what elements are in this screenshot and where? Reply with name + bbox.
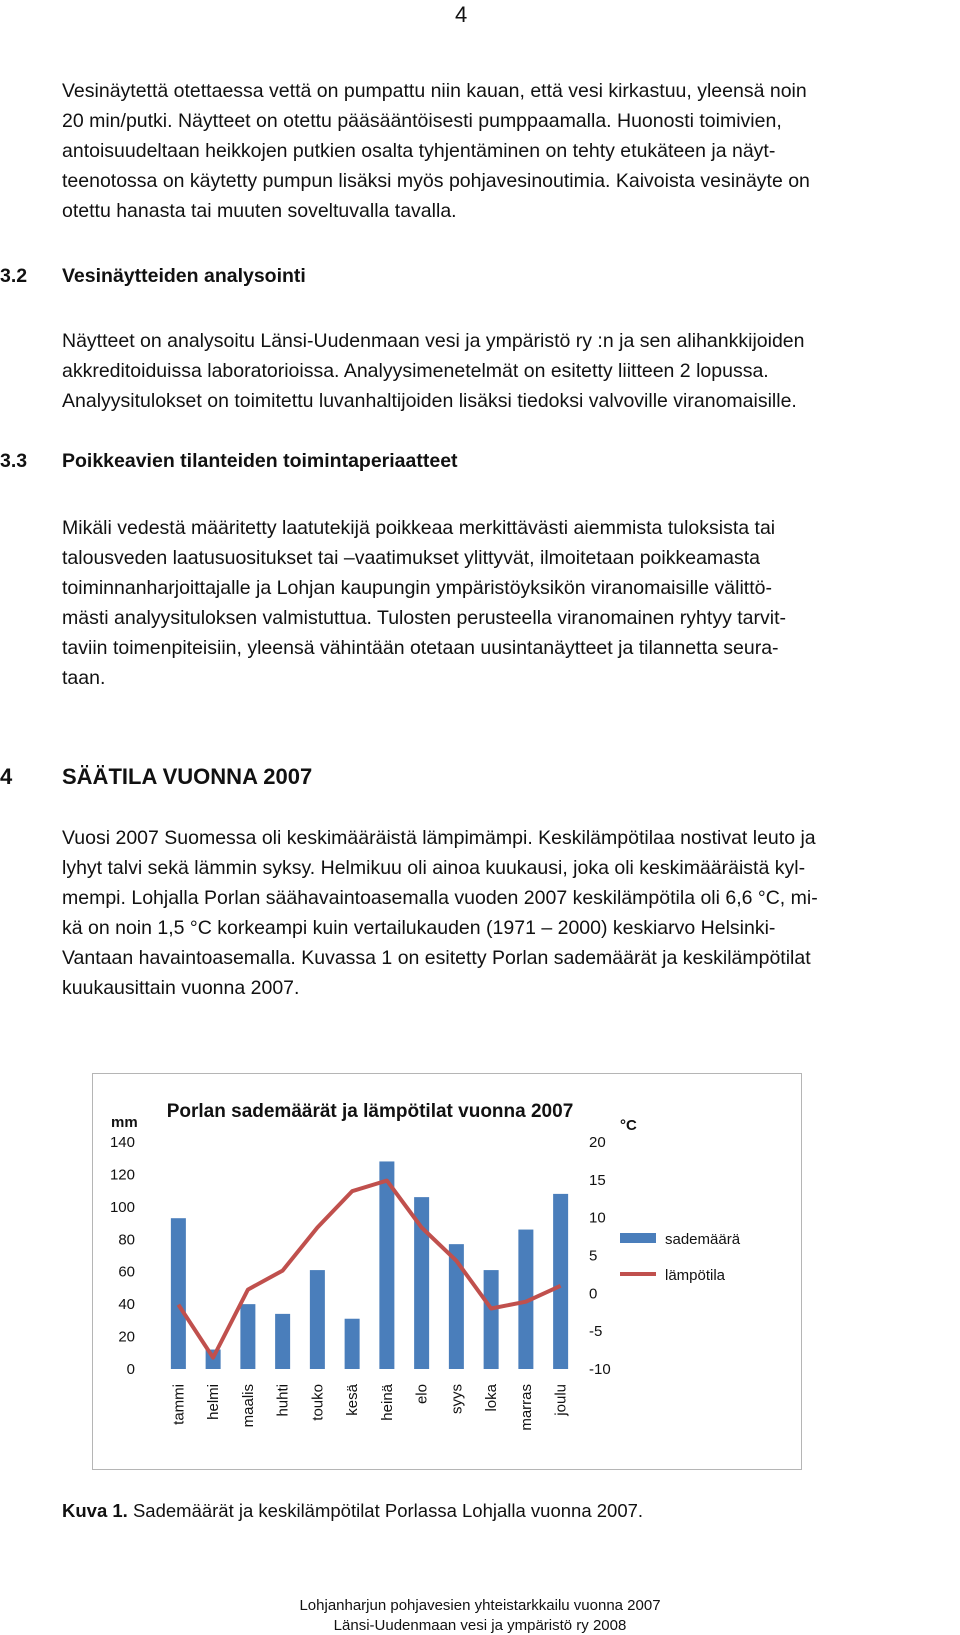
text-line: mästi analyysituloksen valmistuttua. Tulosten perusteella viranomainen ryhtyy tarvit- [62, 607, 786, 629]
left-axis-tick-label: 140 [109, 1134, 135, 1151]
section-number: 3.3 [0, 450, 28, 472]
section-3-2-paragraph [62, 326, 932, 416]
left-axis-tick-label: 100 [109, 1198, 135, 1216]
right-axis-tick-label: 10 [589, 1209, 606, 1227]
right-axis-tick-label: 5 [589, 1247, 598, 1265]
section-title: Poikkeavien tilanteiden toimintaperiaatteet [62, 450, 458, 472]
category-label: kesä [344, 1384, 362, 1416]
category-label: tammi [170, 1384, 188, 1425]
text-line: Mikäli vedestä määritetty laatutekijä poikkeaa merkittävästi aiemmista tuloksista tai [62, 517, 776, 539]
text-line: Analyysitulokset on toimitettu luvanhaltijoiden lisäksi tiedoksi valvoville viranomaisille. [62, 390, 797, 412]
legend-label-lampotila: lämpötila [665, 1267, 726, 1284]
text-line: kuukausittain vuonna 2007. [62, 977, 300, 999]
precipitation-temperature-chart [93, 1074, 803, 1471]
chart-container [92, 1073, 802, 1470]
text-line: mempi. Lohjalla Porlan säähavaintoasemalla vuoden 2007 keskilämpötila oli 6,6 °C, mi- [62, 887, 818, 909]
text-line: antoisuudeltaan heikkojen putkien osalta tyhjentäminen on tehty etukäteen ja näyt- [62, 140, 776, 162]
text-line: Näytteet on analysoitu Länsi-Uudenmaan vesi ja ympäristö ry :n ja sen alihankkijoiden [62, 330, 805, 352]
footer-line-2: Länsi-Uudenmaan vesi ja ympäristö ry 2008 [333, 1617, 627, 1634]
right-axis-unit: °C [620, 1117, 637, 1134]
chapter-heading-4 [0, 764, 313, 790]
category-label: huhti [274, 1384, 292, 1417]
section-number: 3.2 [0, 265, 28, 287]
category-label: elo [413, 1384, 431, 1405]
chapter-title: SÄÄTILA VUONNA 2007 [62, 764, 313, 789]
bar-tammi [171, 1218, 186, 1369]
page-number: 4 [455, 2, 468, 27]
right-axis-tick-label: -5 [589, 1323, 603, 1341]
footer-line-1: Lohjanharjun pohjavesien yhteistarkkailu vuonna 2007 [299, 1597, 661, 1614]
chart-title: Porlan sademäärät ja lämpötilat vuonna 2007 [166, 1101, 574, 1122]
caption-label: Kuva 1. [62, 1500, 128, 1521]
text-line: taan. [62, 667, 106, 689]
category-label: helmi [205, 1384, 223, 1420]
text-line: otettu hanasta tai muuten soveltuvalla tavalla. [62, 200, 457, 222]
text-line: Vuosi 2007 Suomessa oli keskimääräistä lämpimämpi. Keskilämpötilaa nostivat leuto ja [62, 827, 816, 849]
text-line: akkreditoiduissa laboratorioissa. Analyysimenetelmät on esitetty liitteen 2 lopussa. [62, 360, 769, 382]
bar-maalis [240, 1304, 255, 1369]
category-label: touko [309, 1384, 327, 1421]
chapter-number: 4 [0, 764, 13, 789]
section-title: Vesinäytteiden analysointi [62, 265, 306, 287]
text-line: kä on noin 1,5 °C korkeampi kuin vertailukauden (1971 – 2000) keskiarvo Helsinki- [62, 917, 776, 939]
category-label: joulu [552, 1384, 570, 1416]
figure-caption [62, 1500, 643, 1522]
section-4-paragraph [62, 823, 932, 1003]
category-label: maalis [239, 1384, 257, 1428]
bar-loka [484, 1270, 499, 1369]
bar-huhti [275, 1314, 290, 1369]
text-line: teenotossa on käytetty pumpun lisäksi myös pohjavesinoutimia. Kaivoista vesinäyte on [62, 170, 810, 192]
intro-paragraph [62, 76, 932, 226]
left-axis-tick-label: 120 [109, 1166, 135, 1184]
section-3-3-paragraph [62, 513, 932, 693]
category-label: heinä [378, 1384, 396, 1421]
section-heading-3-3 [0, 450, 458, 473]
bar-kesä [345, 1319, 360, 1369]
legend-label-sademaara: sademäärä [665, 1231, 741, 1248]
left-axis-unit: mm [111, 1114, 138, 1131]
left-axis-tick-label: 80 [118, 1231, 135, 1249]
right-axis-tick-label: -10 [589, 1361, 611, 1378]
bar-joulu [553, 1194, 568, 1369]
temperature-line [178, 1181, 560, 1358]
text-line: Vantaan havaintoasemalla. Kuvassa 1 on esitetty Porlan sademäärät ja keskilämpötilat [62, 947, 811, 969]
left-axis-tick-label: 20 [118, 1328, 135, 1346]
text-line: Vesinäytettä otettaessa vettä on pumpattu niin kauan, että vesi kirkastuu, yleensä noin [62, 80, 807, 102]
right-axis-tick-label: 15 [589, 1171, 606, 1189]
legend-swatch-sademaara [620, 1233, 656, 1243]
left-axis-tick-label: 40 [118, 1296, 135, 1314]
right-axis-tick-label: 0 [589, 1285, 598, 1303]
text-line: talousveden laatusuositukset tai –vaatimukset ylittyvät, ilmoitetaan poikkeamasta [62, 547, 761, 569]
right-axis-tick-label: 20 [589, 1134, 606, 1151]
caption-text: Sademäärät ja keskilämpötilat Porlassa Lohjalla vuonna 2007. [127, 1500, 644, 1521]
section-heading-3-2 [0, 265, 306, 288]
category-label: loka [483, 1384, 501, 1412]
bar-heinä [379, 1161, 394, 1369]
text-line: 20 min/putki. Näytteet on otettu pääsääntöisesti pumppaamalla. Huonosti toimivien, [62, 110, 782, 132]
left-axis-tick-label: 60 [118, 1263, 135, 1281]
text-line: taviin toimenpiteisiin, yleensä vähintään otetaan uusintanäytteet ja tilannetta seura- [62, 637, 779, 659]
text-line: lyhyt talvi sekä lämmin syksy. Helmikuu oli ainoa kuukausi, joka oli keskimääräistä kyl- [62, 857, 806, 879]
category-label: syys [448, 1384, 466, 1414]
left-axis-tick-label: 0 [126, 1361, 135, 1378]
bar-touko [310, 1270, 325, 1369]
text-line: toiminnanharjoittajalle ja Lohjan kaupungin ympäristöyksikön viranomaisille välittö- [62, 577, 772, 599]
category-label: marras [517, 1384, 535, 1431]
